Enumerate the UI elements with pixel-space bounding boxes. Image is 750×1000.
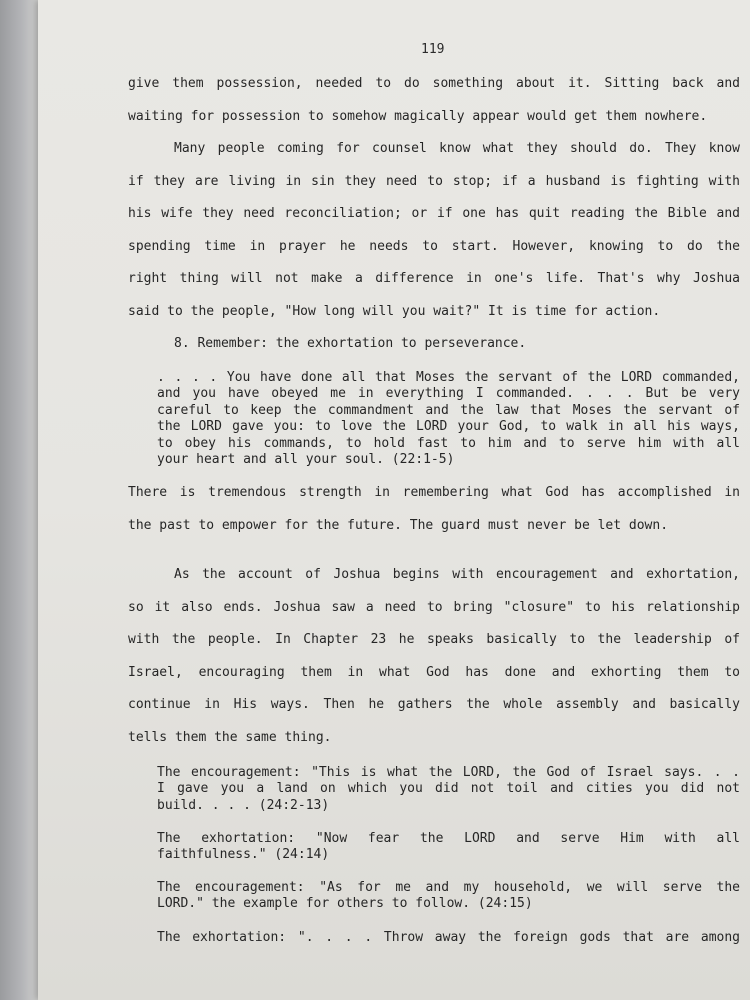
quote-line: faithfulness." (24:14) — [157, 847, 330, 863]
text-line: his wife they need reconciliation; or if one has quit reading the Bible and — [128, 206, 740, 222]
text-line: There is tremendous strength in remembering what God has accomplished in — [128, 485, 740, 500]
block-quote-3 — [157, 831, 740, 864]
text-line: As the account of Joshua begins with encouragement and exhortation, — [174, 567, 740, 582]
quote-line: your heart and all your soul. (22:1-5) — [157, 452, 455, 468]
block-quote-4 — [157, 880, 740, 913]
block-quote-1 — [157, 370, 740, 468]
text-line: give them possession, needed to do something about it. Sitting back and — [128, 76, 740, 91]
quote-line: . . . . You have done all that Moses the servant of the LORD commanded, — [157, 370, 740, 385]
quote-line: the LORD gave you: to love the LORD your God, to walk in all his ways, — [157, 419, 740, 435]
book-gutter-shadow — [0, 0, 40, 1000]
quote-line: to obey his commands, to hold fast to him and to serve him with all — [157, 435, 740, 451]
quote-line: careful to keep the commandment and the law that Moses the servant of — [157, 402, 740, 418]
block-quote-5 — [157, 930, 740, 946]
quote-line: The encouragement: "As for me and my household, we will serve the — [157, 880, 740, 895]
text-line: right thing will not make a difference in one's life. That's why Joshua — [128, 271, 740, 287]
text-line: Israel, encouraging them in what God has done and exhorting them to — [128, 664, 740, 680]
text-line: so it also ends. Joshua saw a need to bring "closure" to his relationship — [128, 599, 740, 615]
page-number: 119 — [421, 42, 445, 57]
quote-line: and you have obeyed me in everything I commanded. . . . But be very — [157, 386, 740, 402]
quote-line: The exhortation: ". . . . Throw away the foreign gods that are among — [157, 930, 740, 945]
text-line: Many people coming for counsel know what they should do. They know — [174, 141, 740, 156]
quote-line: build. . . . (24:2-13) — [157, 797, 330, 813]
paragraph-4 — [128, 477, 740, 542]
paragraph-5 — [128, 559, 740, 755]
text-line: tells them the same thing. — [128, 729, 332, 745]
paragraph-2 — [128, 133, 740, 329]
text-line: said to the people, "How long will you wait?" It is time for action. — [128, 303, 661, 319]
quote-line: The exhortation: "Now fear the LORD and serve Him with all — [157, 831, 740, 846]
quote-line: The encouragement: "This is what the LORD, the God of Israel says. . . — [157, 765, 740, 780]
text-line: the past to empower for the future. The guard must never be let down. — [128, 517, 669, 533]
paragraph-1 — [128, 68, 740, 133]
text-line: if they are living in sin they need to stop; if a husband is fighting with — [128, 173, 740, 189]
book-page — [38, 0, 750, 1000]
quote-line: LORD." the example for others to follow. (24:15) — [157, 896, 533, 912]
text-line: with the people. In Chapter 23 he speaks basically to the leadership of — [128, 632, 740, 648]
text-line: waiting for possession to somehow magically appear would get them nowhere. — [128, 108, 708, 124]
text-line: spending time in prayer he needs to start. However, knowing to do the — [128, 238, 740, 254]
quote-line: I gave you a land on which you did not toil and cities you did not — [157, 781, 740, 797]
section-heading: 8. Remember: the exhortation to perseverance. — [174, 336, 527, 351]
text-line: continue in His ways. Then he gathers the whole assembly and basically — [128, 697, 740, 713]
block-quote-2 — [157, 765, 740, 814]
